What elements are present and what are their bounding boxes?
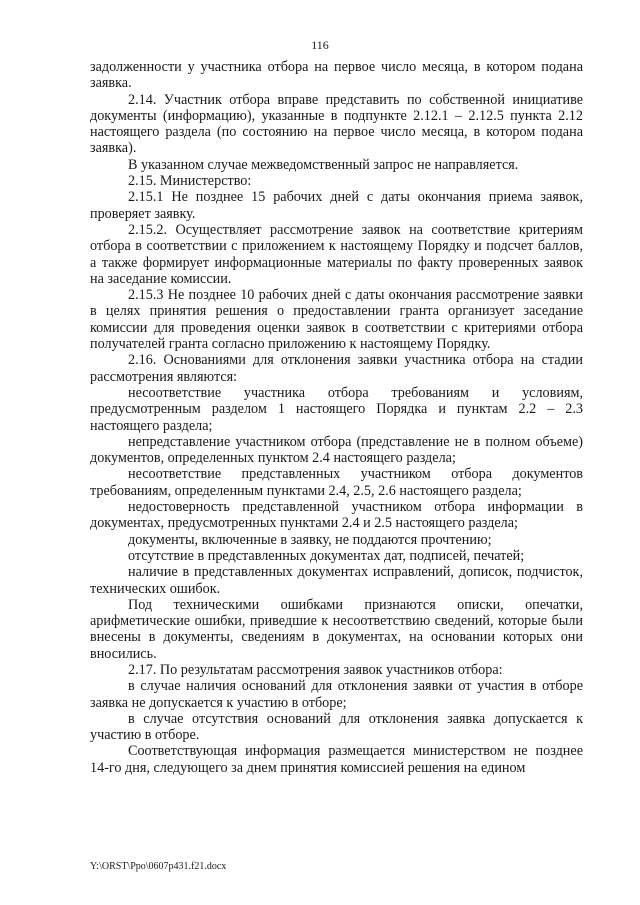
paragraph: документы, включенные в заявку, не поддаются прочтению;	[128, 531, 492, 548]
paragraph: в случае отсутствия оснований для отклонения заявка допускается к участию в отборе.	[90, 710, 583, 744]
page-number: 116	[311, 38, 329, 52]
paragraph: 2.15.1 Не позднее 15 рабочих дней с даты окончания приема заявок, проверяет заявку.	[90, 189, 583, 222]
paragraph: отсутствие в представленных документах дат, подписей, печатей;	[128, 547, 525, 564]
paragraph: задолженности у участника отбора на первое число месяца, в котором подана заявка.	[90, 59, 583, 92]
paragraph: 2.16. Основаниями для отклонения заявки участника отбора на стадии рассмотрения являются:	[90, 352, 583, 385]
paragraph: 2.15. Министерство:	[128, 173, 252, 190]
paragraph: 2.14. Участник отбора вправе представить по собственной инициативе документы (информацию), указанные в подпункте 2.12.1 – 2.12.5 пункта 2.12 настоящего раздела (по состоянию на первое число месяца, в котором подана заявка).	[90, 91, 583, 157]
footer-file-path: Y:\ORST\Ppo\0607p431.f21.docx	[90, 861, 227, 872]
paragraph: Соответствующая информация размещается министерством не позднее 14-го дня, следующего за днем принятия комиссией решения на едином	[90, 743, 583, 776]
paragraph: В указанном случае межведомственный запрос не направляется.	[128, 156, 519, 173]
paragraph: несоответствие представленных участником отбора документов требованиям, определенным пунктами 2.4, 2.5, 2.6 настоящего раздела;	[90, 466, 583, 499]
paragraph: Под техническими ошибками признаются описки, опечатки, арифметические ошибки, приведшие к несоответствию сведений, которые были внесены в документы, сведениям в документах, на основании которых они вносились.	[90, 596, 583, 662]
document-body	[90, 59, 583, 776]
paragraph: непредставление участником отбора (представление не в полном объеме) документов, определенных пунктом 2.4 настоящего раздела;	[90, 433, 583, 467]
paragraph: 2.17. По результатам рассмотрения заявок участников отбора:	[128, 661, 503, 678]
paragraph: несоответствие участника отбора требованиям и условиям, предусмотренным разделом 1 настоящего Порядка и пунктам 2.2 – 2.3 настоящего раздела;	[90, 384, 583, 434]
paragraph: наличие в представленных документах исправлений, дописок, подчисток, технических ошибок.	[90, 564, 583, 597]
paragraph: недостоверность представленной участником отбора информации в документах, предусмотренных пунктами 2.4 и 2.5 настоящего раздела;	[90, 499, 583, 532]
paragraph: в случае наличия оснований для отклонения заявки от участия в отборе заявка не допускается к участию в отборе;	[90, 678, 583, 711]
paragraph: 2.15.2. Осуществляет рассмотрение заявок на соответствие критериям отбора в соответствии с приложением к настоящему Порядку и подсчет баллов, а также формирует информационные материалы по факту проверенных заявок на заседание комиссии.	[90, 221, 583, 287]
paragraph: 2.15.3 Не позднее 10 рабочих дней с даты окончания рассмотрение заявки в целях принятия решения о предоставлении гранта организует заседание комиссии для проведения оценки заявок в соответствии с критериями отбора получателей гранта согласно приложению к настоящему Порядку.	[90, 287, 583, 353]
